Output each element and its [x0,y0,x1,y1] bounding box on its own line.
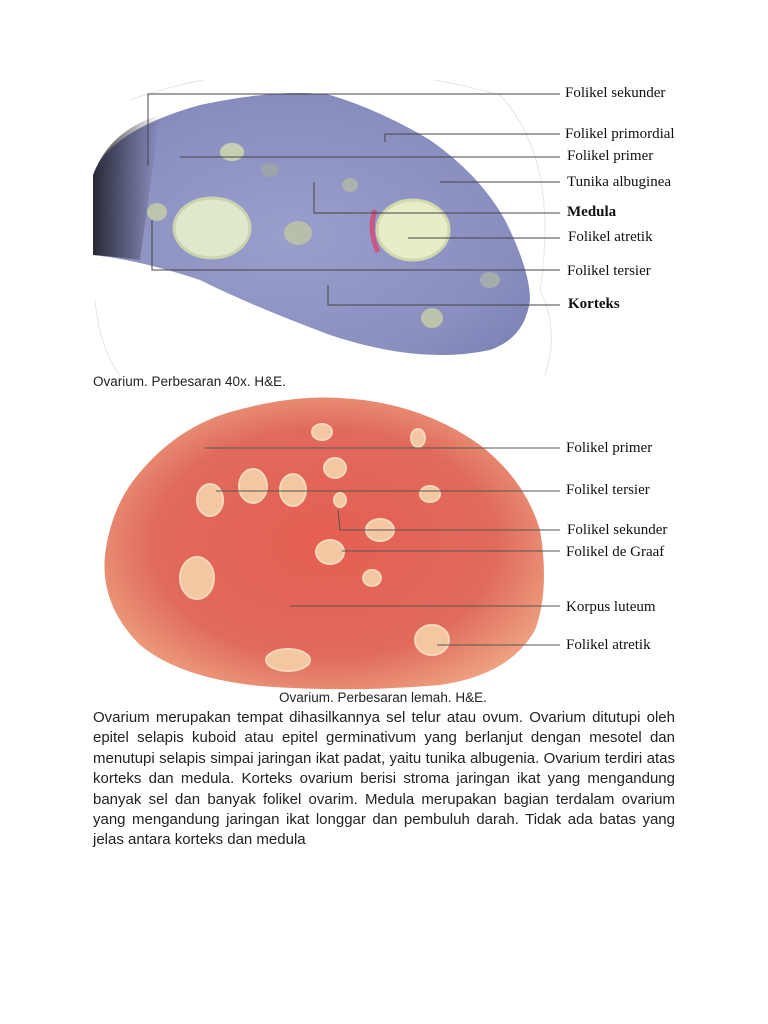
label2-folikel-primer: Folikel primer [566,440,653,456]
follicle-large-left [174,198,250,258]
figure-ovary-40x [0,80,768,389]
label-folikel-primer: Folikel primer [567,148,654,164]
ovary-tissue [93,93,530,355]
follicle-large-right [377,200,449,260]
label-folikel-tersier: Folikel tersier [567,263,651,279]
label-folikel-atretik: Folikel atretik [568,229,653,245]
label-tunika-albuginea: Tunika albuginea [567,174,672,190]
ovary-low-mag-micrograph [0,390,768,690]
ovary-description-paragraph: Ovarium merupakan tempat dihasilkannya sel telur atau ovum. Ovarium ditutupi oleh epitel selapis kuboid atau epitel germinativum yang berlanjut dengan mesotel dan menutupi selapis simpai jaringan ikat padat, yaitu tunika albugenia. Ovarium terdiri atas korteks dan medula. Korteks ovarium berisi stroma jaringan ikat yang mengandung banyak sel dan banyak folikel ovarim. Medula merupakan bagian terdalam ovarium yang mengandung jaringan ikat longgar dan pembuluh darah. Tidak ada batas yang jelas antara korteks dan medula [93,709,675,849]
label2-folikel-sekunder: Folikel sekunder [567,522,668,538]
label-folikel-sekunder: Folikel sekunder [565,85,666,101]
label2-korpus-luteum: Korpus luteum [566,599,656,615]
label2-folikel-de-graaf: Folikel de Graaf [566,544,665,560]
label-medula: Medula [567,204,617,220]
label-korteks: Korteks [568,296,620,312]
figure2-caption: Ovarium. Perbesaran lemah. H&E. [279,690,487,705]
figure-ovary-low-magnification [0,390,768,705]
label2-folikel-atretik: Folikel atretik [566,637,651,653]
label-folikel-primordial: Folikel primordial [565,126,675,142]
figure1-caption: Ovarium. Perbesaran 40x. H&E. [93,374,286,389]
label2-folikel-tersier: Folikel tersier [566,482,650,498]
